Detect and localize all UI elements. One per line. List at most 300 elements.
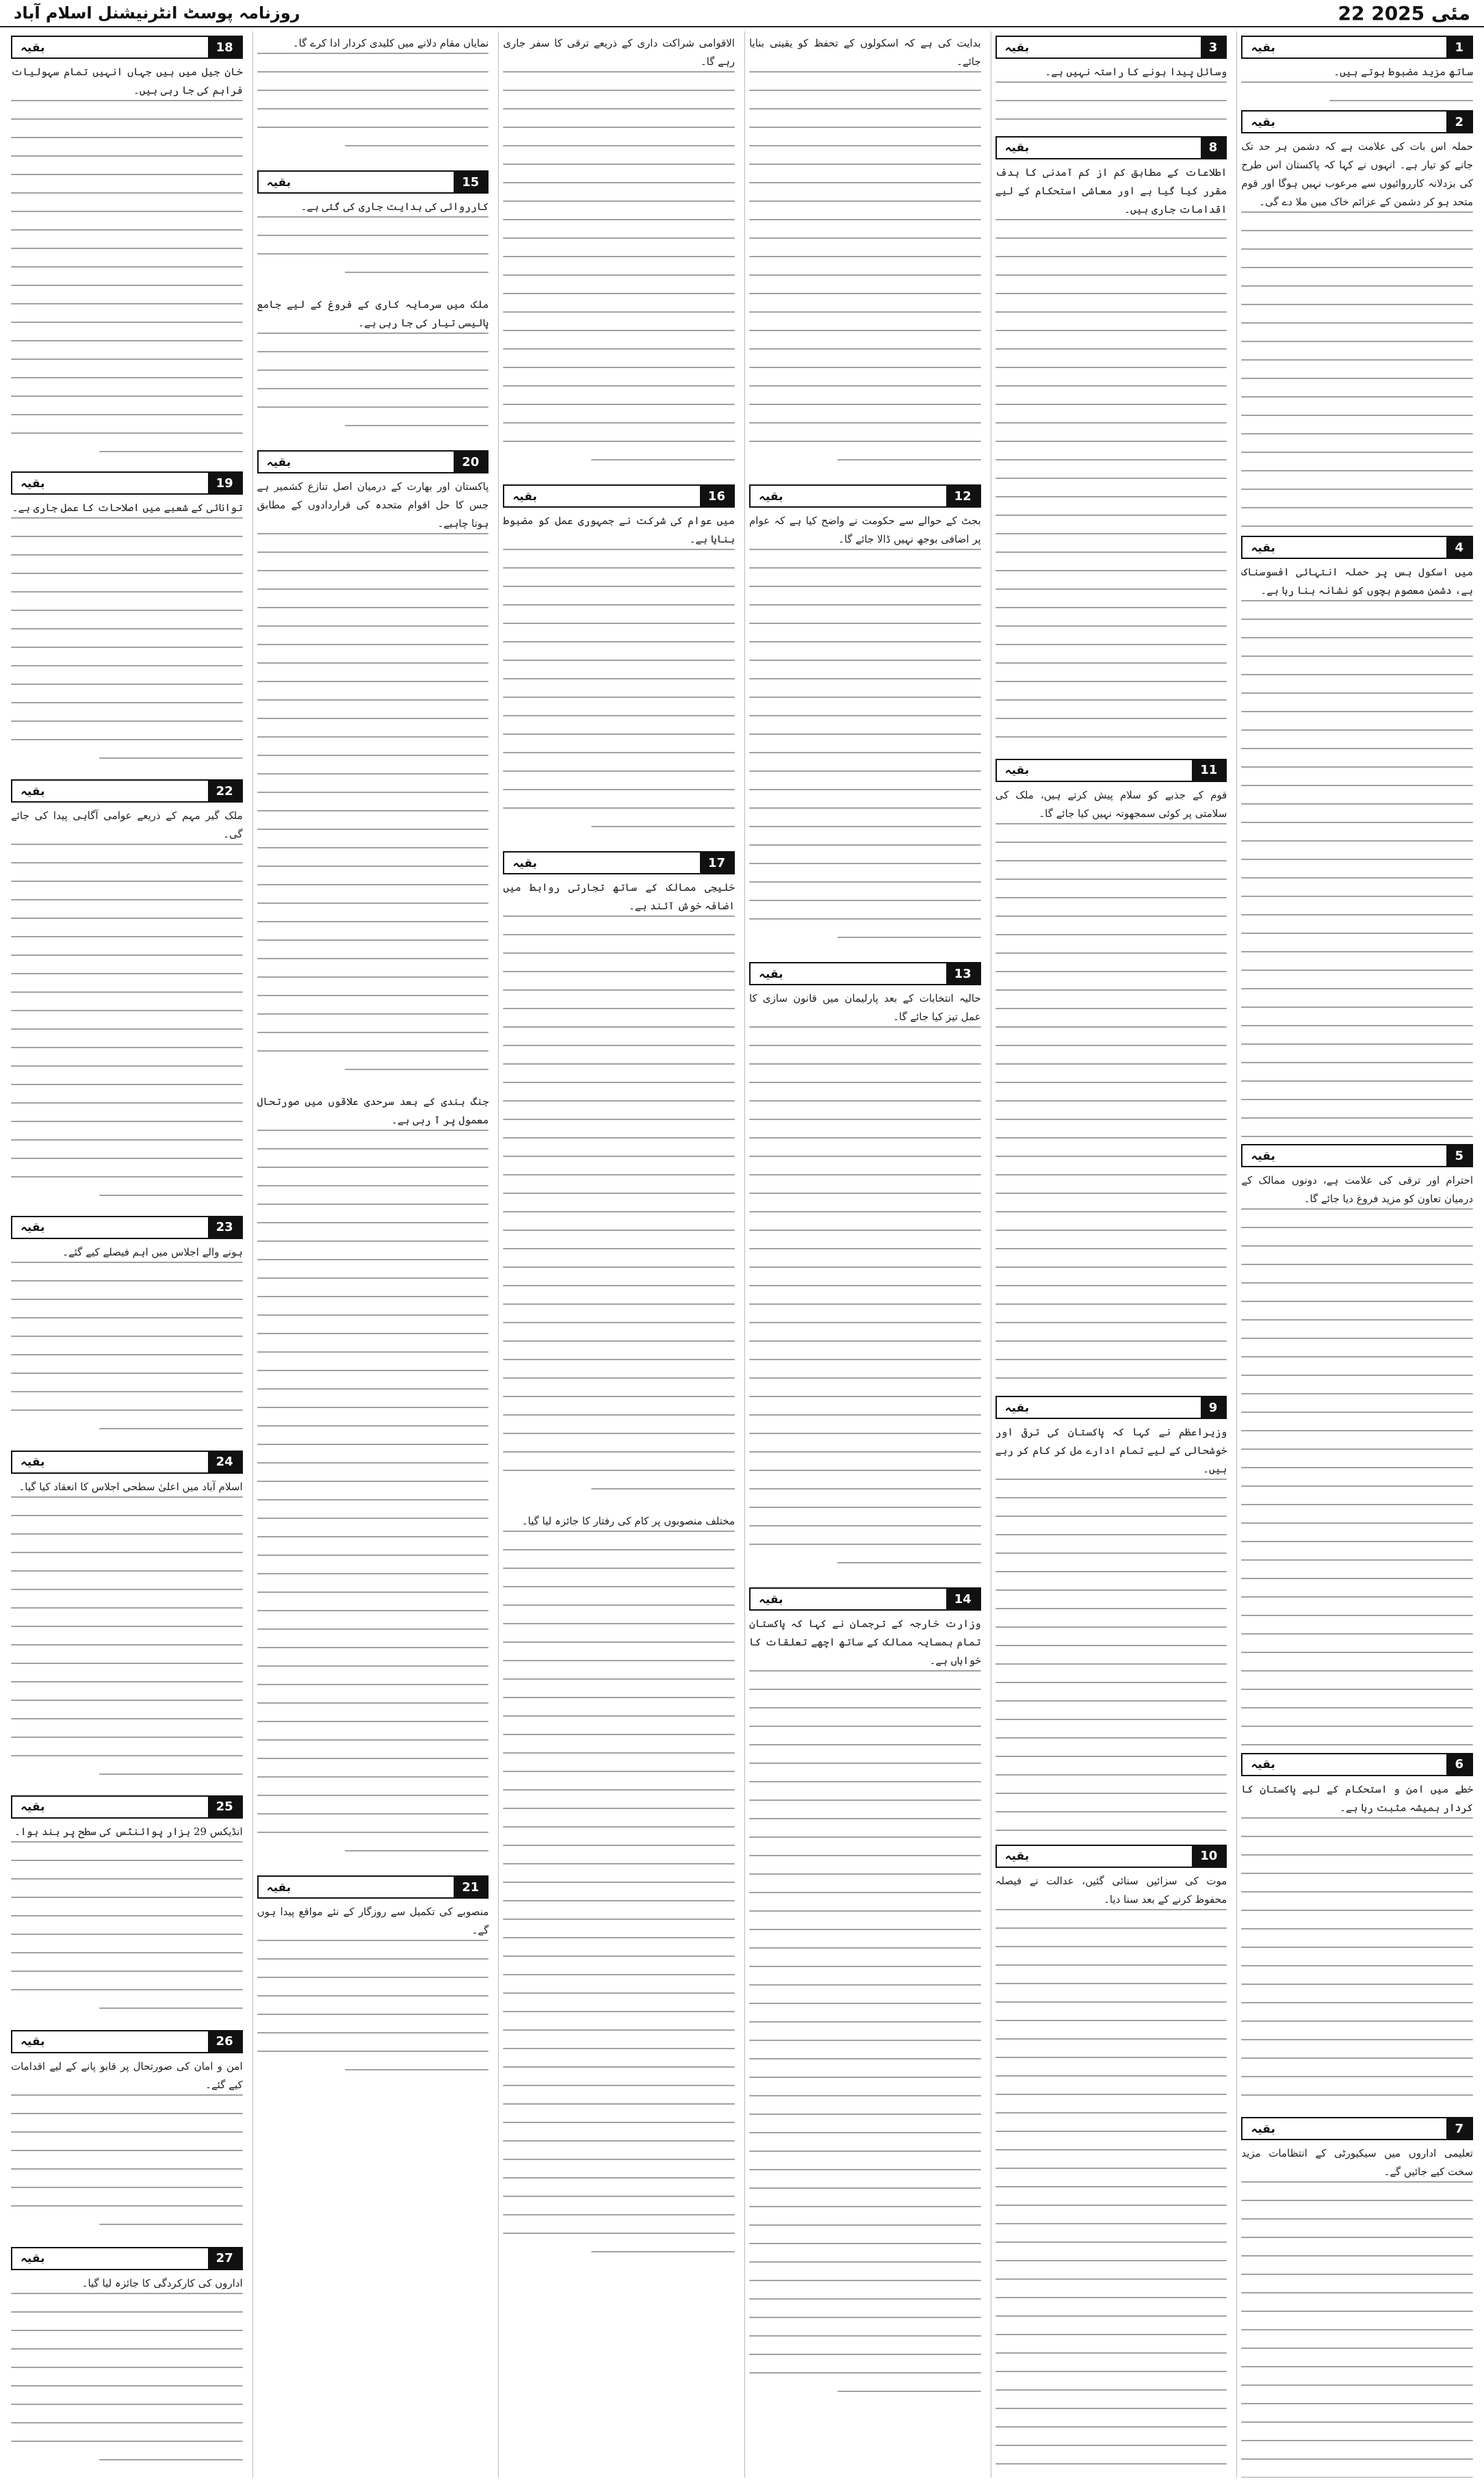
text-line bbox=[257, 127, 489, 128]
text-line bbox=[11, 395, 243, 397]
text-line bbox=[995, 100, 1227, 101]
text-line bbox=[995, 2389, 1227, 2391]
body-text-lines bbox=[995, 823, 1227, 1392]
text-line bbox=[995, 2168, 1227, 2169]
text-line bbox=[995, 1026, 1227, 1028]
text-line bbox=[749, 145, 981, 146]
text-line bbox=[11, 1607, 243, 1609]
text-line bbox=[749, 2298, 981, 2300]
text-line bbox=[749, 1285, 981, 1286]
text-line bbox=[1241, 1282, 1473, 1284]
text-line bbox=[995, 367, 1227, 368]
text-line bbox=[11, 2441, 243, 2442]
text-line bbox=[11, 1280, 243, 1282]
text-line bbox=[257, 1259, 489, 1260]
text-line bbox=[257, 1032, 489, 1033]
story-number: 5 bbox=[1446, 1145, 1472, 1166]
story-text: ساتھ مزید مضبوط ہوتے ہیں۔ bbox=[1333, 66, 1473, 78]
text-line bbox=[503, 2085, 735, 2086]
text-line bbox=[995, 2315, 1227, 2317]
text-line bbox=[995, 118, 1227, 120]
text-line bbox=[257, 1776, 489, 1778]
text-line bbox=[749, 1488, 981, 1490]
text-line bbox=[749, 2335, 981, 2337]
masthead bbox=[0, 0, 1484, 27]
text-line bbox=[749, 1156, 981, 1157]
text-line bbox=[257, 1333, 489, 1334]
story-number: 15 bbox=[454, 172, 487, 192]
text-line bbox=[11, 1028, 243, 1030]
text-line bbox=[749, 623, 981, 624]
text-line bbox=[1241, 1227, 1473, 1228]
text-line bbox=[837, 1562, 981, 1563]
text-line bbox=[749, 1707, 981, 1708]
text-line bbox=[749, 182, 981, 183]
text-line bbox=[99, 1195, 243, 1196]
story-text: اطلاعات کے مطابق کم از کم آمدنی کا ہدف مقرر کیا گیا ہے اور معاشی استحکام کے لیے اقدامات جاری ہیں۔ bbox=[995, 166, 1227, 216]
text-line bbox=[503, 1303, 735, 1305]
text-line bbox=[995, 879, 1227, 880]
story-number: 9 bbox=[1201, 1397, 1226, 1418]
text-line bbox=[749, 385, 981, 387]
text-line bbox=[503, 2122, 735, 2123]
text-line bbox=[257, 995, 489, 996]
text-line bbox=[503, 1808, 735, 1809]
text-line bbox=[1241, 1559, 1473, 1561]
text-line bbox=[995, 441, 1227, 442]
text-line bbox=[749, 2021, 981, 2023]
text-line bbox=[995, 952, 1227, 954]
text-line bbox=[995, 81, 1227, 83]
news-story bbox=[253, 166, 493, 293]
text-line bbox=[503, 1715, 735, 1717]
news-column bbox=[7, 31, 247, 2478]
text-line bbox=[11, 517, 243, 519]
continued-tag bbox=[995, 1845, 1227, 1868]
text-line bbox=[995, 2352, 1227, 2354]
continued-label: بقیہ bbox=[1251, 1758, 1275, 1772]
story-text: تعلیمی اداروں میں سیکیورٹی کے انتظامات مزید سخت کیے جائیں گے۔ bbox=[1241, 2147, 1473, 2179]
text-line bbox=[257, 1958, 489, 1960]
text-line bbox=[1241, 2440, 1473, 2441]
text-line bbox=[11, 1897, 243, 1898]
text-line bbox=[1241, 2181, 1473, 2183]
news-story bbox=[1237, 532, 1477, 1140]
text-line bbox=[11, 1626, 243, 1627]
body-text-lines bbox=[11, 517, 243, 759]
news-story bbox=[991, 755, 1232, 1392]
text-line bbox=[503, 293, 735, 294]
text-line bbox=[749, 2354, 981, 2355]
text-line bbox=[1241, 359, 1473, 361]
text-line bbox=[503, 200, 735, 202]
text-line bbox=[749, 641, 981, 642]
story-text: حالیہ انتخابات کے بعد پارلیمان میں قانون سازی کا عمل تیز کیا جائے گا۔ bbox=[748, 992, 981, 1023]
text-line bbox=[995, 2038, 1227, 2040]
text-line bbox=[11, 340, 243, 341]
text-line bbox=[99, 1773, 243, 1775]
body-text-lines bbox=[503, 1531, 735, 2252]
text-line bbox=[995, 1248, 1227, 1249]
text-line bbox=[749, 549, 981, 550]
news-story bbox=[253, 1090, 493, 1871]
text-line bbox=[995, 2241, 1227, 2243]
text-line bbox=[11, 936, 243, 937]
text-line bbox=[257, 736, 489, 738]
continued-tag bbox=[1241, 2117, 1473, 2140]
body-text-lines bbox=[11, 1496, 243, 1775]
continued-tag bbox=[257, 1875, 489, 1899]
text-line bbox=[995, 1700, 1227, 1702]
text-line bbox=[257, 1499, 489, 1500]
text-line bbox=[1241, 1025, 1473, 1026]
text-line bbox=[11, 1354, 243, 1355]
text-line bbox=[11, 1373, 243, 1374]
text-line bbox=[1241, 211, 1473, 213]
text-line bbox=[995, 1983, 1227, 1984]
news-story bbox=[499, 31, 739, 480]
text-line bbox=[503, 422, 735, 424]
text-line bbox=[503, 1937, 735, 1938]
text-line bbox=[995, 644, 1227, 645]
text-line bbox=[503, 1451, 735, 1453]
text-line bbox=[11, 155, 243, 157]
continued-label: بقیہ bbox=[20, 1800, 45, 1815]
text-line bbox=[995, 1008, 1227, 1009]
body-text-lines bbox=[995, 81, 1227, 132]
text-line bbox=[995, 2057, 1227, 2058]
text-line bbox=[749, 1193, 981, 1194]
body-text-lines bbox=[1241, 1817, 1473, 2114]
text-line bbox=[11, 1663, 243, 1664]
text-line bbox=[503, 1882, 735, 1883]
text-line bbox=[749, 1984, 981, 1986]
continued-label: بقیہ bbox=[266, 455, 291, 469]
text-line bbox=[995, 1571, 1227, 1572]
text-line bbox=[995, 256, 1227, 257]
text-line bbox=[503, 404, 735, 405]
text-line bbox=[749, 2077, 981, 2078]
text-line bbox=[257, 976, 489, 978]
text-line bbox=[11, 2330, 243, 2331]
text-line bbox=[749, 1966, 981, 1967]
continued-tag bbox=[11, 36, 243, 59]
text-line bbox=[995, 1156, 1227, 1157]
text-line bbox=[995, 1737, 1227, 1739]
text-line bbox=[1241, 1928, 1473, 1929]
text-line bbox=[11, 1102, 243, 1104]
text-line bbox=[1241, 1319, 1473, 1321]
text-line bbox=[257, 388, 489, 389]
text-line bbox=[257, 1832, 489, 1833]
text-line bbox=[257, 1518, 489, 1519]
body-text-lines bbox=[11, 1841, 243, 2009]
continued-tag bbox=[11, 779, 243, 803]
text-line bbox=[749, 1507, 981, 1508]
story-number: 19 bbox=[208, 473, 242, 493]
text-line bbox=[257, 958, 489, 959]
text-line bbox=[345, 1850, 489, 1851]
text-line bbox=[257, 570, 489, 571]
text-line bbox=[749, 2095, 981, 2096]
text-line bbox=[257, 1296, 489, 1297]
news-story bbox=[745, 958, 985, 1583]
continued-tag bbox=[1241, 110, 1473, 133]
story-text: خطے میں امن و استحکام کے لیے پاکستان کا کردار ہمیشہ مثبت رہا ہے۔ bbox=[1241, 1782, 1473, 1814]
text-line bbox=[257, 718, 489, 719]
text-line bbox=[11, 211, 243, 212]
text-line bbox=[503, 1414, 735, 1416]
text-line bbox=[503, 90, 735, 91]
text-line bbox=[1241, 248, 1473, 250]
text-line bbox=[11, 192, 243, 194]
text-line bbox=[503, 1771, 735, 1772]
text-line bbox=[257, 1536, 489, 1537]
text-line bbox=[995, 625, 1227, 627]
text-line bbox=[1241, 1965, 1473, 1966]
text-line bbox=[749, 2003, 981, 2004]
text-line bbox=[11, 1971, 243, 1972]
text-line bbox=[257, 533, 489, 534]
story-number: 8 bbox=[1201, 138, 1226, 158]
text-line bbox=[257, 1370, 489, 1371]
continued-tag bbox=[995, 1396, 1227, 1419]
text-line bbox=[1241, 2384, 1473, 2386]
text-line bbox=[995, 823, 1227, 824]
text-line bbox=[345, 2069, 489, 2070]
text-line bbox=[995, 1137, 1227, 1139]
text-line bbox=[749, 1910, 981, 1912]
text-line bbox=[1241, 2329, 1473, 2330]
continued-tag bbox=[749, 484, 981, 508]
continued-label: بقیہ bbox=[1251, 541, 1275, 555]
text-line bbox=[749, 900, 981, 901]
text-line bbox=[837, 459, 981, 460]
text-line bbox=[257, 1795, 489, 1796]
text-line bbox=[1241, 2002, 1473, 2003]
text-line bbox=[1241, 470, 1473, 471]
text-line bbox=[749, 1396, 981, 1397]
text-line bbox=[11, 1010, 243, 1011]
continued-label: بقیہ bbox=[1251, 1149, 1275, 1163]
text-line bbox=[257, 1739, 489, 1741]
text-line bbox=[257, 1813, 489, 1815]
text-line bbox=[11, 1589, 243, 1590]
text-line bbox=[749, 1470, 981, 1471]
text-line bbox=[503, 385, 735, 387]
text-line bbox=[995, 1626, 1227, 1628]
text-line bbox=[1241, 729, 1473, 731]
text-line bbox=[257, 1148, 489, 1149]
text-line bbox=[995, 607, 1227, 608]
text-line bbox=[257, 699, 489, 701]
text-line bbox=[749, 1082, 981, 1083]
news-story bbox=[7, 775, 247, 1211]
text-line bbox=[503, 1470, 735, 1471]
text-line bbox=[1241, 1984, 1473, 1985]
text-line bbox=[1241, 1062, 1473, 1063]
continued-tag bbox=[995, 36, 1227, 59]
story-text: قوم کے جذبے کو سلام پیش کرتے ہیں، ملک کی سلامتی پر کوئی سمجھوتہ نہیں کیا جائے گا۔ bbox=[995, 788, 1227, 820]
text-line bbox=[503, 1045, 735, 1046]
story-number: 23 bbox=[208, 1217, 242, 1238]
text-line bbox=[11, 918, 243, 919]
text-line bbox=[257, 1277, 489, 1279]
text-line bbox=[1241, 2292, 1473, 2293]
news-column bbox=[252, 31, 493, 2478]
text-line bbox=[995, 1793, 1227, 1794]
text-line bbox=[257, 1628, 489, 1630]
body-text-lines bbox=[995, 1909, 1227, 2478]
text-line bbox=[503, 752, 735, 753]
text-line bbox=[257, 1995, 489, 1997]
text-line bbox=[11, 303, 243, 304]
text-line bbox=[503, 1697, 735, 1698]
news-column bbox=[744, 31, 985, 2478]
story-text: وزارت خارجہ کے ترجمان نے کہا کہ پاکستان تمام ہمسایہ ممالک کے ساتھ اچھے تعلقات کا خواہاں ہے۔ bbox=[748, 1617, 981, 1667]
continued-label: بقیہ bbox=[266, 175, 291, 190]
text-line bbox=[749, 293, 981, 294]
text-line bbox=[749, 2187, 981, 2189]
text-line bbox=[11, 954, 243, 956]
story-text: ملک گیر مہم کے ذریعے عوامی آگاہی پیدا کی جائے گی۔ bbox=[10, 809, 243, 841]
text-line bbox=[99, 2224, 243, 2225]
text-line bbox=[11, 991, 243, 993]
news-story bbox=[7, 1791, 247, 2026]
text-line bbox=[503, 623, 735, 624]
news-story bbox=[745, 480, 985, 958]
text-line bbox=[749, 348, 981, 350]
text-line bbox=[1241, 1430, 1473, 1431]
text-line bbox=[11, 1496, 243, 1498]
body-text-lines bbox=[257, 533, 489, 1070]
text-line bbox=[257, 902, 489, 904]
text-line bbox=[995, 1811, 1227, 1812]
continued-label: بقیہ bbox=[1251, 115, 1275, 129]
body-text-lines bbox=[11, 2094, 243, 2225]
text-line bbox=[749, 90, 981, 91]
text-line bbox=[257, 108, 489, 109]
text-line bbox=[995, 1377, 1227, 1379]
continued-tag bbox=[11, 471, 243, 495]
text-line bbox=[1241, 1136, 1473, 1137]
continued-tag bbox=[257, 170, 489, 194]
text-line bbox=[503, 1026, 735, 1028]
story-text: بجٹ کے حوالے سے حکومت نے واضح کیا ہے کہ عوام پر اضافی بوجھ نہیں ڈالا جائے گا۔ bbox=[748, 515, 981, 545]
news-story bbox=[1237, 106, 1477, 532]
text-line bbox=[749, 164, 981, 165]
text-line bbox=[257, 351, 489, 352]
body-text-lines bbox=[749, 71, 981, 460]
text-line bbox=[1241, 415, 1473, 416]
text-line bbox=[11, 1860, 243, 1861]
text-line bbox=[11, 377, 243, 378]
story-number: 20 bbox=[454, 452, 487, 472]
text-line bbox=[11, 1737, 243, 1738]
text-line bbox=[995, 1830, 1227, 1831]
news-story bbox=[499, 480, 739, 847]
continued-label: بقیہ bbox=[20, 40, 45, 55]
text-line bbox=[995, 1589, 1227, 1591]
text-line bbox=[995, 1082, 1227, 1083]
story-text: پاکستان اور بھارت کے درمیان اصل تنازع کشمیر ہے جس کا حل اقوام متحدہ کی قراردادوں کے مطابق ہونا چاہیے۔ bbox=[257, 480, 489, 530]
text-line bbox=[257, 1444, 489, 1445]
text-line bbox=[503, 2066, 735, 2068]
text-line bbox=[503, 2103, 735, 2105]
text-line bbox=[11, 899, 243, 900]
text-line bbox=[1241, 1208, 1473, 1210]
text-line bbox=[503, 971, 735, 972]
text-line bbox=[749, 1026, 981, 1028]
text-line bbox=[1241, 1541, 1473, 1542]
text-line bbox=[257, 71, 489, 73]
news-column bbox=[991, 31, 1232, 2478]
text-line bbox=[749, 1947, 981, 1949]
text-line bbox=[1241, 970, 1473, 971]
text-line bbox=[995, 681, 1227, 682]
text-line bbox=[503, 311, 735, 313]
continued-tag bbox=[11, 2247, 243, 2270]
text-line bbox=[257, 625, 489, 627]
text-line bbox=[257, 866, 489, 867]
text-line bbox=[749, 1763, 981, 1764]
text-line bbox=[1241, 1522, 1473, 1524]
text-line bbox=[11, 720, 243, 722]
text-line bbox=[995, 219, 1227, 220]
text-line bbox=[1241, 2274, 1473, 2275]
text-line bbox=[995, 1964, 1227, 1966]
text-line bbox=[749, 2317, 981, 2318]
news-story bbox=[991, 1392, 1232, 1841]
news-story bbox=[253, 1871, 493, 2090]
continued-label: بقیہ bbox=[20, 784, 45, 798]
text-line bbox=[257, 588, 489, 590]
text-line bbox=[503, 1082, 735, 1083]
text-line bbox=[1241, 1301, 1473, 1302]
text-line bbox=[749, 2058, 981, 2059]
text-line bbox=[11, 1409, 243, 1411]
text-line bbox=[995, 1193, 1227, 1194]
text-line bbox=[503, 915, 735, 917]
text-line bbox=[503, 330, 735, 331]
text-line bbox=[503, 697, 735, 698]
text-line bbox=[995, 1552, 1227, 1554]
continued-label: بقیہ bbox=[512, 489, 537, 504]
text-line bbox=[749, 237, 981, 239]
text-line bbox=[11, 739, 243, 740]
text-line bbox=[749, 2114, 981, 2115]
text-line bbox=[1241, 2094, 1473, 2096]
text-line bbox=[749, 1670, 981, 1672]
text-line bbox=[749, 1340, 981, 1342]
newspaper-page bbox=[7, 31, 1477, 2478]
text-line bbox=[1241, 2237, 1473, 2238]
text-line bbox=[1241, 1854, 1473, 1856]
text-line bbox=[503, 1230, 735, 1231]
text-line bbox=[749, 1119, 981, 1120]
text-line bbox=[1241, 1338, 1473, 1339]
text-line bbox=[749, 1892, 981, 1893]
text-line bbox=[995, 2426, 1227, 2428]
text-line bbox=[503, 586, 735, 587]
text-line bbox=[11, 1552, 243, 1553]
text-line bbox=[257, 90, 489, 91]
text-line bbox=[1241, 452, 1473, 453]
story-text: انڈیکس 29 ہزار پوائنٹس کی سطح پر بند ہوا۔ bbox=[14, 1825, 243, 1838]
text-line bbox=[749, 1230, 981, 1231]
continued-tag bbox=[1241, 36, 1473, 59]
news-story bbox=[7, 467, 247, 775]
